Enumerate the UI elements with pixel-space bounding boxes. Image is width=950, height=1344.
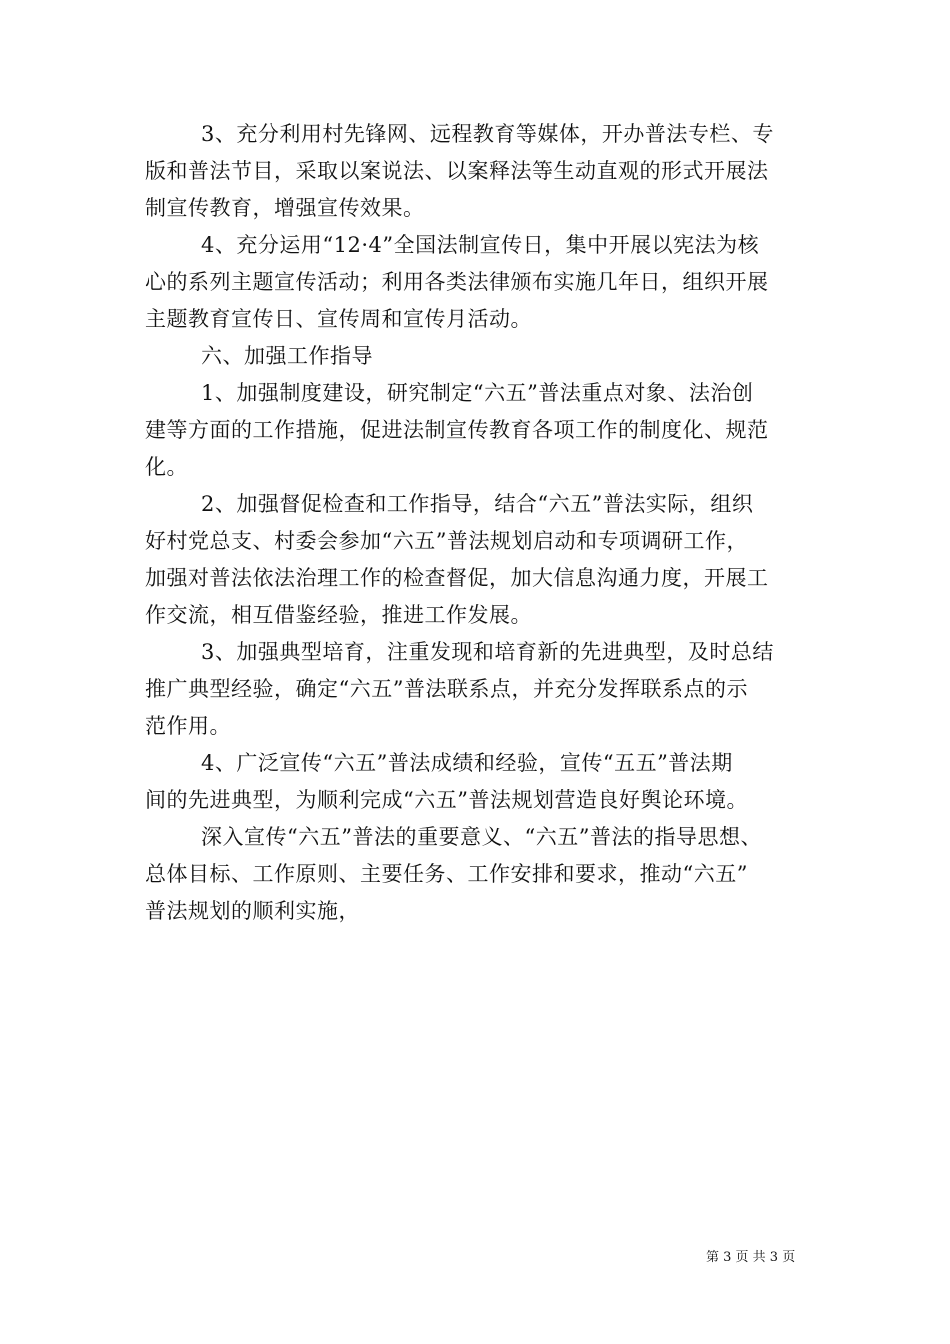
paragraph-line: 好村党总支、村委会参加“六五”普法规划启动和专项调研工作，: [145, 529, 748, 553]
paragraph-line: 范作用。: [145, 714, 231, 738]
paragraph-line: 3、加强典型培育，注重发现和培育新的先进典型，及时总结: [201, 640, 774, 664]
paragraph-line: 普法规划的顺利实施，: [145, 899, 360, 923]
paragraph-line: 4、充分运用“12·4”全国法制宣传日，集中开展以宪法为核: [201, 233, 760, 257]
paragraph-line: 心的系列主题宣传活动；利用各类法律颁布实施几年日，组织开展: [145, 270, 769, 294]
paragraph-line: 2、加强督促检查和工作指导，结合“六五”普法实际，组织: [201, 492, 754, 516]
paragraph-line: 间的先进典型，为顺利完成“六五”普法规划营造良好舆论环境。: [145, 788, 748, 812]
paragraph-line: 作交流，相互借鉴经验，推进工作发展。: [145, 603, 532, 627]
page-number: 第 3 页 共 3 页: [706, 1250, 796, 1265]
paragraph-line: 建等方面的工作措施，促进法制宣传教育各项工作的制度化、规范: [145, 418, 769, 442]
paragraph-line: 版和普法节目，采取以案说法、以案释法等生动直观的形式开展法: [145, 159, 769, 183]
paragraph-line: 4、广泛宣传“六五”普法成绩和经验，宣传“五五”普法期: [201, 751, 733, 775]
paragraph-line: 推广典型经验，确定“六五”普法联系点，并充分发挥联系点的示: [145, 677, 748, 701]
paragraph-line: 深入宣传“六五”普法的重要意义、“六五”普法的指导思想、: [201, 825, 762, 849]
paragraph-line: 主题教育宣传日、宣传周和宣传月活动。: [145, 307, 532, 331]
paragraph-line: 3、充分利用村先锋网、远程教育等媒体，开办普法专栏、专: [201, 122, 774, 146]
paragraph-line: 制宣传教育，增强宣传效果。: [145, 196, 425, 220]
paragraph-line: 总体目标、工作原则、主要任务、工作安排和要求，推动“六五”: [145, 862, 748, 886]
paragraph-line: 1、加强制度建设，研究制定“六五”普法重点对象、法治创: [201, 381, 754, 405]
paragraph-line: 加强对普法依法治理工作的检查督促，加大信息沟通力度，开展工: [145, 566, 769, 590]
paragraph-line: 化。: [145, 455, 188, 479]
section-heading: 六、加强工作指导: [201, 344, 373, 368]
document-body: [145, 116, 815, 930]
